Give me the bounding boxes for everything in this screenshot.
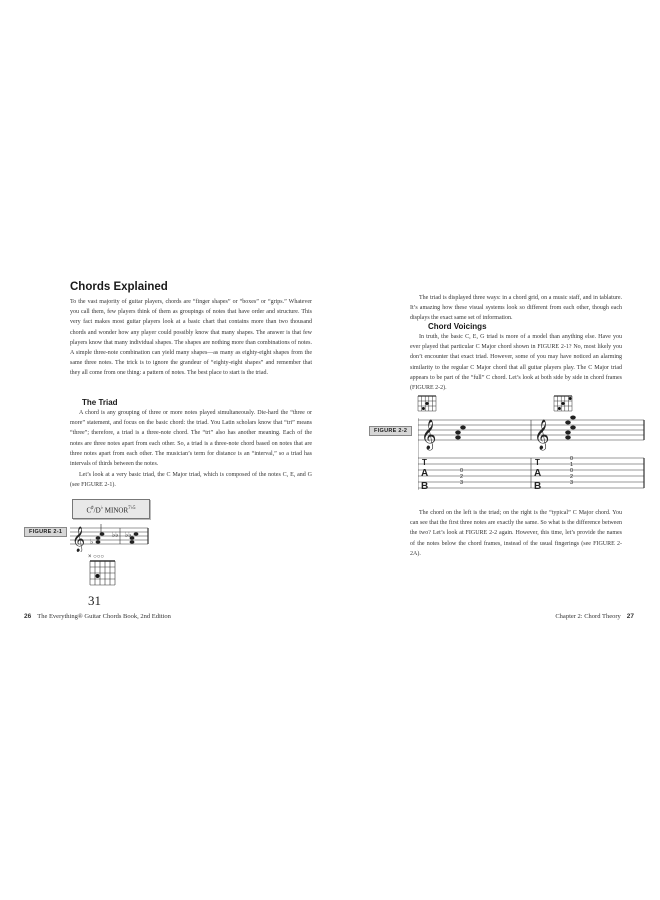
tab-letter-t-2: T	[535, 458, 540, 467]
chord-grid-full-c	[553, 392, 575, 414]
left-footer	[24, 613, 171, 620]
svg-text:♭: ♭	[90, 539, 94, 546]
staff-tab-figure-2-2	[418, 414, 648, 492]
book-title: The Everything® Guitar Chords Book, 2nd Edition	[37, 613, 171, 620]
tab-number: 0	[460, 468, 464, 474]
tab-number: 0	[570, 468, 574, 474]
tab-number: 0	[570, 456, 574, 462]
tab-number: 2	[460, 474, 464, 480]
tab-letter-b: B	[421, 481, 429, 492]
tab-letter-b-2: B	[534, 481, 542, 492]
intro-paragraph: The triad is displayed three ways: in a chord grid, on a music staff, and in tablature. It’s amazing how these visual systems look so different from each other, though each displays the exact same set of information.	[410, 295, 622, 322]
tab-number: 3	[570, 480, 574, 486]
large-page-number: 31	[88, 593, 101, 608]
svg-text:♭♭: ♭♭	[125, 532, 132, 539]
voicings-paragraph: In truth, the basic C, E, G triad is more of a model than anything else. Have you ever played that particular C Major chord shown in FIGURE 2-1? No, most likely you don’t encounter that exact triad. However, some of you may have noticed an alarming similarity to the regular C Major chord that all guitar players play. The C Major triad appears to be part of the “full” C chord. Let’s look at both side by side in chord frames (FIGURE 2-2).	[410, 334, 622, 392]
treble-clef-icon-2: 𝄞	[534, 419, 550, 449]
left-page-number: 26	[24, 613, 32, 620]
tab-letter-a: A	[421, 468, 429, 479]
chord-grid-triad	[417, 392, 439, 414]
treble-clef-icon: 𝄞	[72, 526, 86, 551]
chord-grid-figure-2-1	[88, 552, 120, 592]
chord-name-box: C♯/D♭ $MINOR^{7♭5}$	[72, 499, 150, 519]
tab-letter-a-2: A	[534, 468, 542, 479]
tab-number: 3	[460, 480, 464, 486]
tab-number: 2	[570, 474, 574, 480]
voicings-subheading: Chord Voicings	[428, 322, 487, 331]
closing-paragraph: The chord on the left is the triad; on the right is the “typical” C Major chord. You can see that the first three notes are exactly the same. So what is the difference between the two? Let’s look at FIGURE 2-2 again. However, this time, let’s provide the names of the notes below the chord frames, instead of the usual fingerings (see FIGURE 2-2A).	[410, 510, 622, 557]
svg-text:♭♭: ♭♭	[112, 532, 119, 539]
intro-paragraph: To the vast majority of guitar players, chords are “finger shapes” or “boxes” or “grips.” Whatever you call them, few players think of them as groupings of notes that have order and structure. This very fact makes most guitar players look at a basic chart that contains more than two thousand chords and wonder how any player could possibly know that many shapes. The answer is that few players know that many individual shapes. The shapes are nothing more than combinations of notes. A simple three-note combination can yield many shapes—as many as eighty-eight shapes from the same three notes. The trick is to ignore the grandeur of “eighty-eight shapes” and remember that they all come from one thing: a pattern of notes. The best place to start is the triad.	[70, 299, 312, 377]
treble-clef-icon: 𝄞	[421, 419, 437, 449]
figure-2-2-label: FIGURE 2-2	[369, 426, 412, 436]
right-page	[330, 0, 660, 900]
right-page-number: 27	[626, 613, 634, 620]
tab-number: 1	[570, 462, 574, 468]
music-staff-figure-2-1	[70, 522, 150, 552]
tab-letter-t: T	[422, 458, 427, 467]
figure-2-1-label: FIGURE 2-1	[24, 527, 67, 537]
section-heading: Chords Explained	[70, 281, 168, 293]
triad-paragraph: A chord is any grouping of three or more notes played simultaneously. Die-hard the “three or more” statement, and focus on the basic chord: the triad. You Latin scholars know that “tri” means “three”; therefore, a triad is a three-note chord. The “tri” also has another meaning. Each of the notes are three notes apart from each other. So, a triad is a three-note chord based on notes that are three notes apart from each other. The musician’s term for distance is an “interval,” so a triad has intervals of thirds between the notes.	[70, 410, 312, 468]
lookat-paragraph: Let’s look at a very basic triad, the C Major triad, which is composed of the notes C, E, and G (see FIGURE 2-1).	[70, 472, 312, 489]
fret-marks: × ○○○	[88, 554, 105, 560]
triad-subheading: The Triad	[82, 398, 118, 407]
right-footer	[555, 613, 634, 620]
chapter-title: Chapter 2: Chord Theory	[555, 613, 621, 620]
